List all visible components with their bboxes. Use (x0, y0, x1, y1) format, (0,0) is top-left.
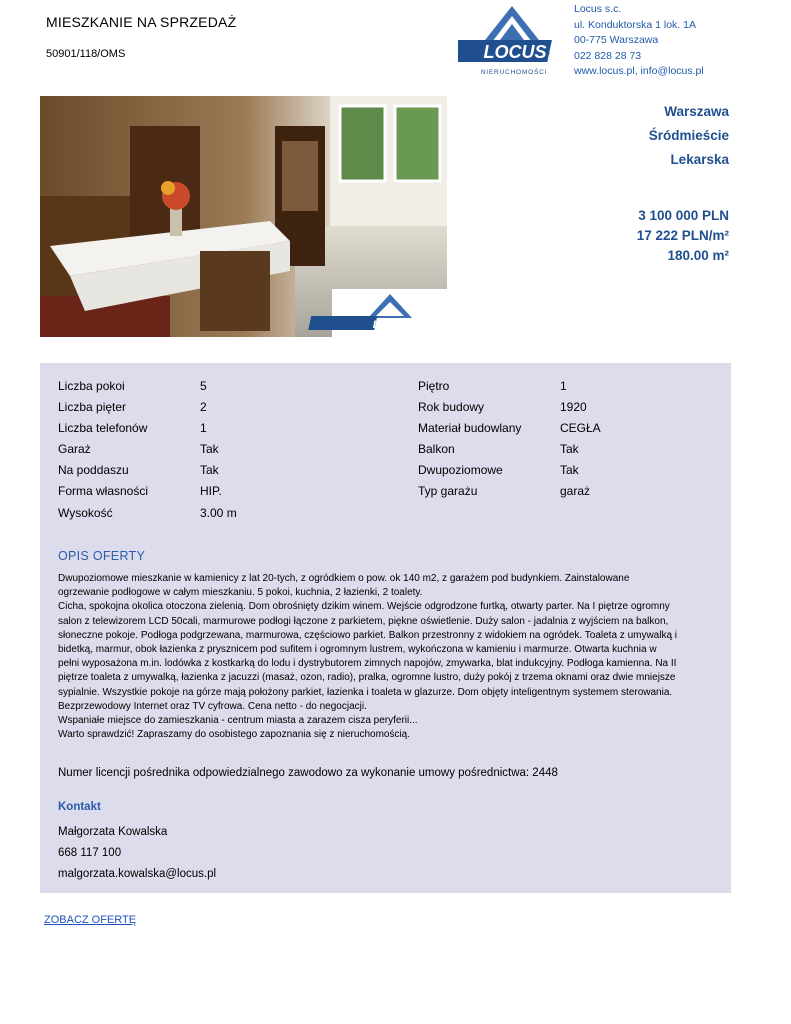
description-line: Warto sprawdzić! Zapraszamy do osobistego zapoznania się z nieruchomością. (58, 729, 411, 741)
param-value: Tak (560, 463, 579, 477)
description-line: pełni wyposażona m.in. lodówka z kostkarką do lodu i dystrybutorem zimnych napojów, zmywarka, blat indukcyjny. Podłoga kamienna. Na II (58, 658, 677, 670)
param-value: Tak (560, 442, 579, 456)
description-line: salon z telewizorem LCD 50cali, marmurowe podłogi łączone z parkietem, piękne oświetlenie. Duży salon - jadalnia z wyjściem na balkon, (58, 615, 669, 627)
company-info (574, 2, 704, 80)
param-label: Liczba pięter (58, 400, 127, 414)
param-value: 1 (200, 421, 207, 435)
details-panel (40, 363, 731, 893)
contact-name: Małgorzata Kowalska (58, 826, 168, 838)
description-line: Bezprzewodowy Internet oraz TV cyfrowa. Cena netto - do negocjacji. (58, 700, 367, 712)
param-label: Forma własności (58, 484, 149, 498)
company-city: 00-775 Warszawa (574, 34, 659, 46)
offer-reference: 50901/118/OMS (46, 48, 126, 60)
company-phone: 022 828 28 73 (574, 49, 642, 62)
location-district: Śródmieście (648, 128, 729, 143)
description-line: piętrze toaleta z umywalką, łazienka z jacuzzi (masaż, ozon, radio), pralka, ogromne lustro, duży pokój z trzema oknami oraz dwie mniejsze (58, 672, 676, 684)
description-text (58, 572, 718, 742)
description-line: słoneczne pokoje. Podłoga podgrzewana, marmurowa, częściowo parkiet. Balkon przestronny z widokiem na ogródek. Toaleta z umywalką i (58, 629, 678, 641)
param-label: Rok budowy (418, 400, 485, 414)
param-label: Garaż (58, 442, 91, 456)
svg-text:LOCUS: LOCUS (483, 42, 547, 62)
price-total: 3 100 000 PLN (638, 208, 729, 223)
param-value: Tak (200, 442, 219, 456)
param-label: Na poddaszu (58, 463, 129, 477)
contact-block (58, 822, 216, 885)
param-value: Tak (200, 463, 219, 477)
company-name: Locus s.c. (574, 3, 622, 15)
contact-heading: Kontakt (58, 801, 101, 813)
description-line: Cicha, spokojna okolica otoczona zielenią. Dom obrośnięty dzikim winem. Wejście odgrodzone furtką, otwarty parter. Na I piętrze ogromny (58, 601, 670, 613)
param-label: Typ garażu (418, 484, 478, 498)
param-value: HIP. (200, 484, 222, 498)
location-city: Warszawa (664, 104, 729, 119)
company-web: www.locus.pl, info@locus.pl (574, 65, 704, 77)
param-label: Wysokość (58, 506, 113, 520)
locus-logo (458, 2, 566, 78)
price-area: 180.00 m² (667, 248, 729, 263)
param-value: 2 (200, 400, 207, 414)
svg-text:LOCUS: LOCUS (372, 319, 412, 331)
view-offer-link[interactable]: ZOBACZ OFERTĘ (44, 914, 137, 926)
company-street: ul. Konduktorska 1 lok. 1A (574, 18, 696, 31)
param-value: 1920 (560, 400, 587, 414)
param-label: Materiał budowlany (418, 421, 522, 435)
param-value: 1 (560, 379, 567, 393)
description-line: sypialnie. Wszystkie pokoje na górze mają położony parkiet, łazienka i toaleta w glazurze. Dom objęty inteligentnym systemem sterowania. (58, 686, 673, 698)
property-photo (40, 96, 447, 337)
price-per-m2: 17 222 PLN/m² (636, 228, 729, 243)
location-street: Lekarska (670, 152, 729, 167)
description-line: ogrzewanie podłogowe w całym mieszkaniu. 5 pokoi, kuchnia, 2 łazienki, 2 toalety. (58, 587, 423, 599)
description-line: bidetką, marmur, obok łazienka z prysznicem pod sufitem i ogromnym lustrem, wykończona w kamieniu i marmurze. Otwarta kuchnia w (58, 644, 657, 656)
param-value: garaż (560, 484, 591, 498)
contact-email: malgorzata.kowalska@locus.pl (58, 868, 217, 880)
description-heading: OPIS OFERTY (58, 549, 146, 563)
param-label: Balkon (418, 442, 455, 456)
param-label: Liczba pokoi (58, 379, 125, 393)
param-value: 5 (200, 379, 207, 393)
page-title: MIESZKANIE NA SPRZEDAŻ (46, 14, 237, 30)
param-value: CEGŁA (560, 421, 601, 435)
license-text: Numer licencji pośrednika odpowiedzialnego zawodowo za wykonanie umowy pośrednictwa: 2448 (58, 767, 558, 779)
description-line: Dwupoziomowe mieszkanie w kamienicy z lat 20-tych, z ogródkiem o pow. ok 140 m2, z garażem pod budynkiem. Zainstalowane (58, 573, 630, 584)
location-block (649, 100, 729, 172)
param-label: Dwupoziomowe (418, 463, 503, 477)
contact-phone: 668 117 100 (58, 847, 122, 859)
description-line: Wspaniałe miejsce do zamieszkania - centrum miasta a zarazem cisza peryferii... (58, 715, 418, 727)
svg-text:NIERUCHOMOŚCI: NIERUCHOMOŚCI (480, 69, 548, 76)
param-label: Piętro (418, 379, 450, 393)
param-value: 3.00 m (200, 506, 237, 520)
price-block (637, 206, 729, 266)
param-label: Liczba telefonów (58, 421, 148, 435)
